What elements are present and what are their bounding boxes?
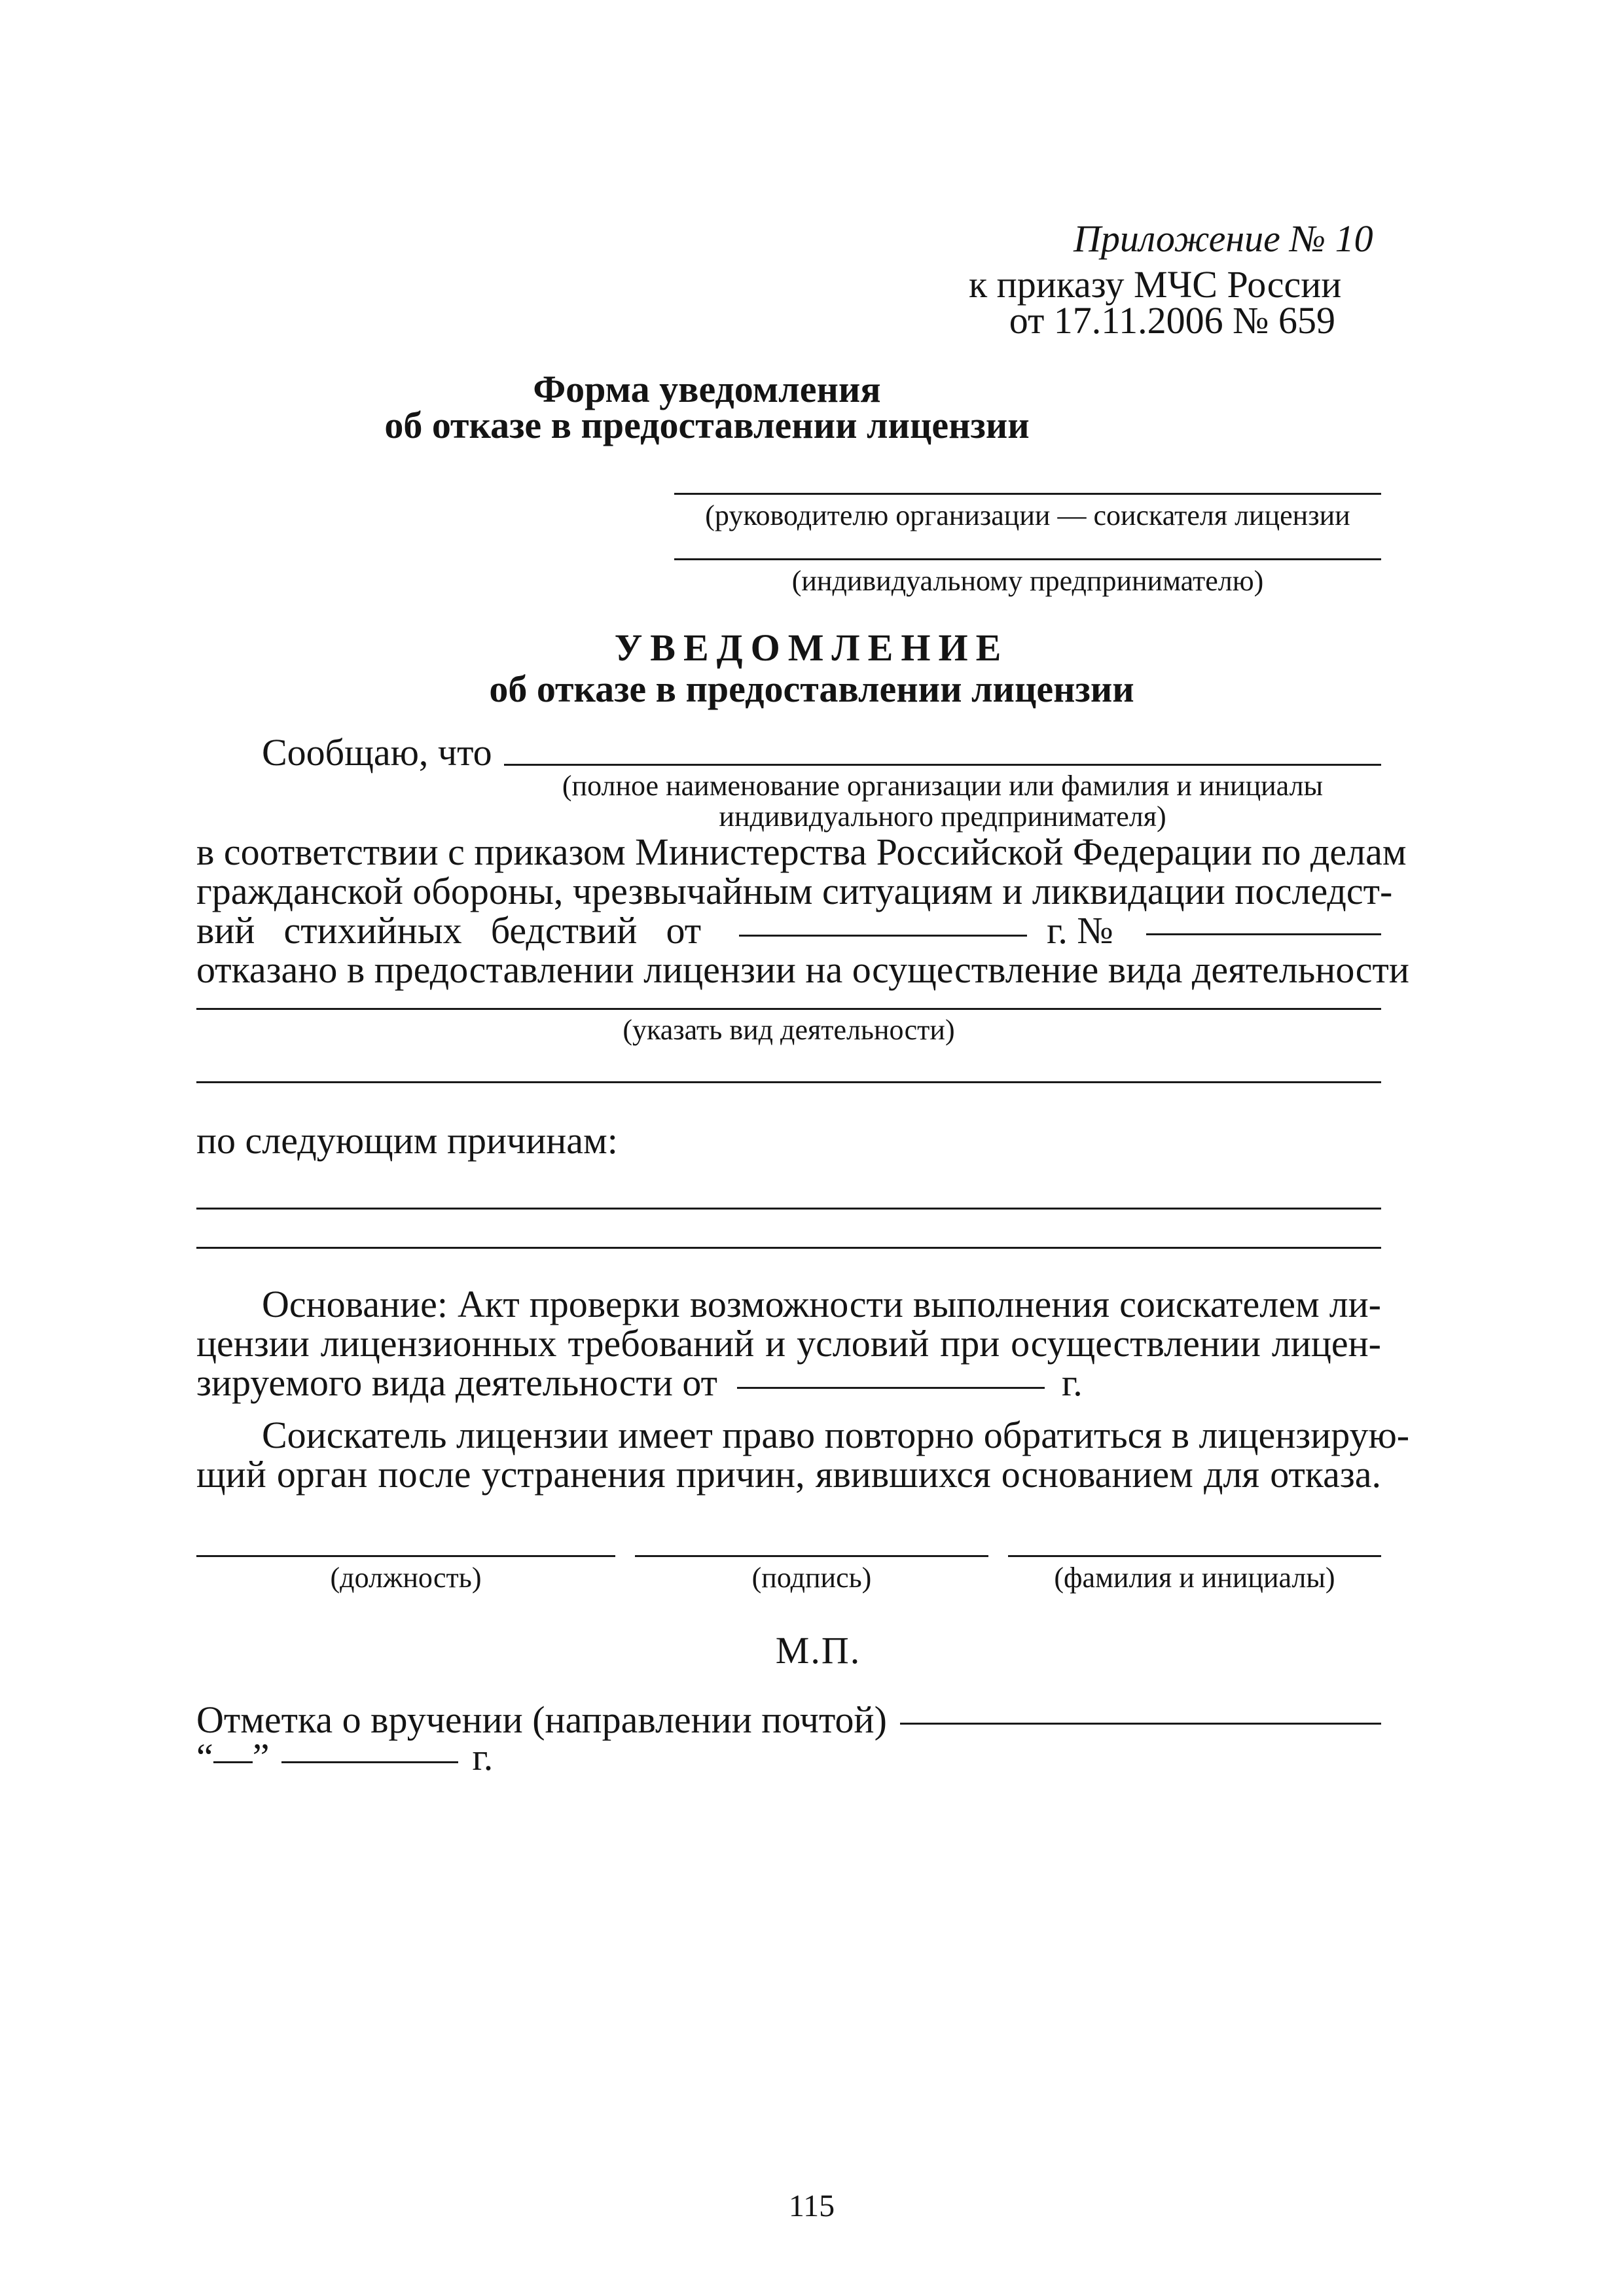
activity-caption: (указать вид деятельности) [623, 1014, 955, 1046]
reapply-line1: Соискатель лицензии имеет право повторно обратиться в лицензирую- [262, 1414, 1410, 1456]
order-reference-line1: к приказу МЧС России [969, 263, 1342, 306]
paragraph1-line1: в соответствии с приказом Министерства Российской Федерации по делам [196, 831, 1407, 873]
paragraph1-line4: отказано в предоставлении лицензии на осуществление вида деятельности [196, 948, 1409, 991]
delivery-month-field[interactable] [281, 1761, 458, 1763]
form-title-line2: об отказе в предоставлении лицензии [384, 404, 1030, 446]
paragraph1-word-4: от [666, 909, 702, 952]
delivery-date [196, 1734, 589, 1780]
inspection-date-field[interactable] [737, 1387, 1045, 1389]
activity-line[interactable] [196, 1008, 1381, 1010]
reapply-line2: щий орган после устранения причин, явившихся основанием для отказа. [196, 1453, 1381, 1496]
quote-close: ” [252, 1736, 270, 1778]
activity-line-2[interactable] [196, 1081, 1381, 1083]
basis-line3 [196, 1360, 1113, 1406]
delivery-year-label: г. [472, 1736, 494, 1778]
order-reference-line2: от 17.11.2006 № 659 [1009, 299, 1335, 342]
signature-line[interactable] [635, 1555, 988, 1557]
addressee-caption-1: (руководителю организации — соискателя лицензии [705, 499, 1350, 531]
applicant-caption-2: индивидуального предпринимателя) [719, 800, 1166, 833]
paragraph1-line2: гражданской обороны, чрезвычайным ситуациям и ликвидации последст- [196, 870, 1393, 912]
basis-line1: Основание: Акт проверки возможности выполнения соискателем ли- [262, 1283, 1381, 1325]
position-caption: (должность) [330, 1562, 482, 1594]
addressee-line-1[interactable] [674, 493, 1381, 495]
delivery-label: Отметка о вручении (направлении почтой) [196, 1698, 887, 1741]
form-title-line1: Форма уведомления [533, 368, 881, 410]
reasons-line-2[interactable] [196, 1247, 1381, 1249]
addressee-line-2[interactable] [674, 558, 1381, 560]
reasons-line-1[interactable] [196, 1208, 1381, 1210]
signature-caption: (подпись) [751, 1562, 872, 1594]
paragraph1-word-2: стихийных [283, 909, 462, 952]
appendix-label: Приложение № 10 [1074, 217, 1373, 260]
order-number-label: г. № [1047, 909, 1113, 952]
applicant-name-line[interactable] [504, 764, 1381, 766]
position-line[interactable] [196, 1555, 615, 1557]
basis-line2: цензии лицензионных требований и условий при осуществлении лицен- [196, 1322, 1381, 1365]
notice-title: УВЕДОМЛЕНИЕ [614, 626, 1009, 669]
applicant-caption-1: (полное наименование организации или фамилия и инициалы [562, 770, 1324, 802]
paragraph1-word-1: вий [196, 909, 255, 952]
paragraph1-word-3: бедствий [490, 909, 638, 952]
order-date-field[interactable] [739, 935, 1027, 937]
reasons-label: по следующим причинам: [196, 1119, 618, 1162]
stamp-placeholder: М.П. [775, 1629, 861, 1672]
page-number: 115 [788, 2189, 835, 2223]
delivery-mark-field[interactable] [900, 1723, 1381, 1725]
quote-open: “ [196, 1736, 213, 1778]
notice-subtitle: об отказе в предоставлении лицензии [489, 668, 1134, 710]
addressee-caption-2: (индивидуальному предпринимателю) [791, 565, 1264, 597]
inform-label: Сообщаю, что [262, 731, 492, 774]
basis-line3-text: зируемого вида деятельности от [196, 1361, 717, 1404]
basis-year-label: г. [1062, 1361, 1083, 1404]
delivery-day-field[interactable] [213, 1761, 253, 1763]
full-name-caption: (фамилия и инициалы) [1054, 1562, 1335, 1594]
full-name-line[interactable] [1008, 1555, 1381, 1557]
order-number-field[interactable] [1146, 933, 1381, 935]
